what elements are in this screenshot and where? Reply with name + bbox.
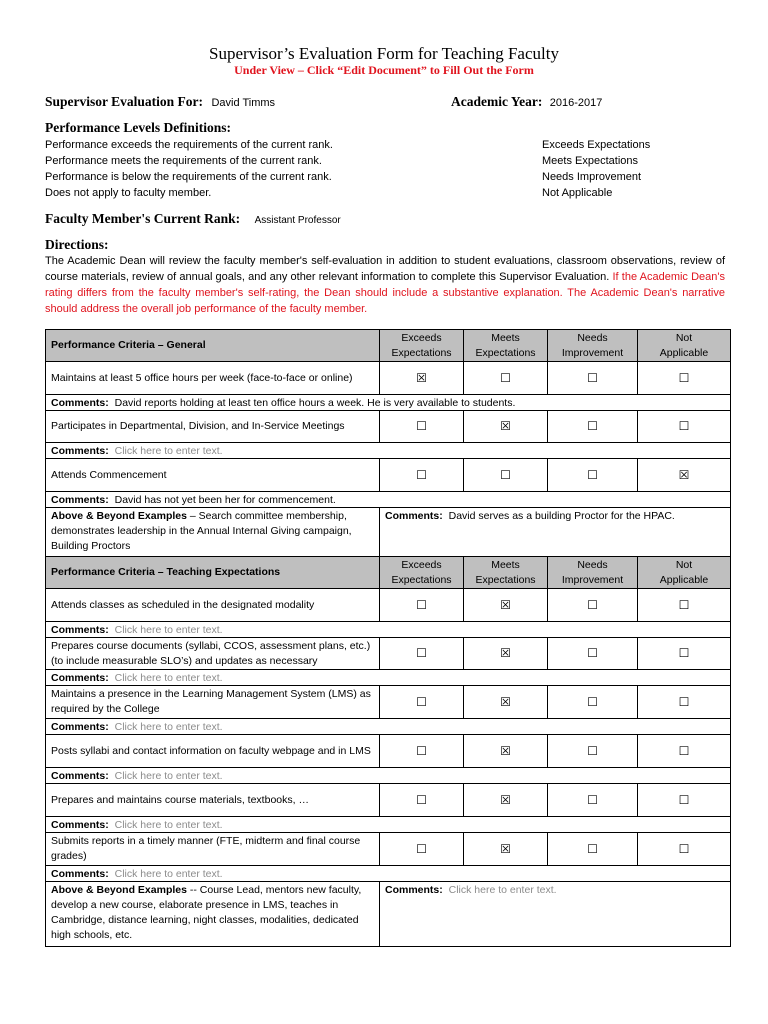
comment-row <box>46 443 731 459</box>
level-name: Exceeds Expectations <box>542 139 651 151</box>
checkbox-needs[interactable]: ☐ <box>548 589 638 622</box>
checkbox-na[interactable]: ☐ <box>638 833 731 866</box>
criterion: Attends classes as scheduled in the designated modality <box>46 589 380 622</box>
checkbox-meets[interactable]: ☒ <box>464 833 548 866</box>
checkbox-na[interactable]: ☐ <box>638 411 731 443</box>
comment-placeholder: Click here to enter text. <box>114 720 223 733</box>
checkbox-na[interactable]: ☐ <box>638 638 731 670</box>
form-subtitle: Under View – Click “Edit Document” to Fill Out the Form <box>234 63 534 77</box>
checkbox-na[interactable]: ☐ <box>638 589 731 622</box>
performance-levels-heading: Performance Levels Definitions: <box>45 120 231 135</box>
table-row <box>46 411 731 443</box>
comment-placeholder: Click here to enter text. <box>114 769 223 782</box>
checkbox-needs[interactable]: ☐ <box>548 638 638 670</box>
directions-warning: If the Academic Dean's rating differs from the faculty member's self-rating, the Dean should include a substantive explanation. The Academic Dean's narrative should address the overall job performance of the faculty member. <box>45 271 725 315</box>
col-exceeds: Exceeds Expectations <box>380 330 464 362</box>
comment-row <box>46 395 731 411</box>
comment-cell[interactable]: Comments: Click here to enter text. <box>46 670 731 686</box>
checkbox-na[interactable]: ☐ <box>638 784 731 817</box>
comment-placeholder: Click here to enter text. <box>114 623 223 636</box>
criterion: Participates in Departmental, Division, and In-Service Meetings <box>46 411 380 443</box>
form-title: Supervisor’s Evaluation Form for Teaching Faculty <box>209 44 559 63</box>
table-row <box>46 784 731 817</box>
above-beyond-examples: Above & Beyond Examples – Search committee membership, demonstrates leadership in the Annual Internal Giving campaign, Building Proctors <box>46 508 380 557</box>
comment-row <box>46 866 731 882</box>
checkbox-meets[interactable]: ☒ <box>464 784 548 817</box>
comment-placeholder: Click here to enter text. <box>114 444 223 457</box>
checkbox-needs[interactable]: ☐ <box>548 686 638 719</box>
comment-row <box>46 719 731 735</box>
comment-text: David reports holding at least ten office hours a week. He is very available to students. <box>114 396 516 409</box>
above-beyond-examples: Above & Beyond Examples -- Course Lead, mentors new faculty, develop a new course, elaborate presence in LMS, teaches in Cambridge, distance learning, night classes, modalities, dedicated high schools, etc. <box>46 882 380 947</box>
checkbox-needs[interactable]: ☐ <box>548 459 638 492</box>
comment-cell[interactable]: Comments: Click here to enter text. <box>46 866 731 882</box>
directions-heading: Directions: <box>45 237 109 252</box>
col-meets: Meets Expectations <box>464 557 548 589</box>
checkbox-needs[interactable]: ☐ <box>548 362 638 395</box>
checkbox-meets[interactable]: ☒ <box>464 411 548 443</box>
table-row <box>46 589 731 622</box>
above-beyond-comment[interactable]: Comments: Click here to enter text. <box>380 882 731 947</box>
col-needs: Needs Improvement <box>548 330 638 362</box>
checkbox-needs[interactable]: ☐ <box>548 833 638 866</box>
criterion: Maintains at least 5 office hours per week (face-to-face or online) <box>46 362 380 395</box>
evaluation-table <box>45 329 731 947</box>
comment-row <box>46 817 731 833</box>
comment-cell[interactable]: Comments: David reports holding at least ten office hours a week. He is very available to students. <box>46 395 731 411</box>
table-row <box>46 833 731 866</box>
comment-cell[interactable]: Comments: Click here to enter text. <box>46 768 731 784</box>
general-header-row <box>46 330 731 362</box>
criterion: Prepares and maintains course materials, textbooks, … <box>46 784 380 817</box>
directions-body <box>45 253 725 317</box>
comment-placeholder: Click here to enter text. <box>448 884 557 896</box>
checkbox-na[interactable]: ☒ <box>638 459 731 492</box>
checkbox-na[interactable]: ☐ <box>638 362 731 395</box>
checkbox-needs[interactable]: ☐ <box>548 784 638 817</box>
col-meets: Meets Expectations <box>464 330 548 362</box>
criterion: Submits reports in a timely manner (FTE, midterm and final course grades) <box>46 833 380 866</box>
checkbox-exceeds[interactable]: ☐ <box>380 735 464 768</box>
definition-text: Performance exceeds the requirements of the current rank. <box>45 139 333 151</box>
table-row <box>46 638 731 670</box>
checkbox-meets[interactable]: ☐ <box>464 362 548 395</box>
checkbox-needs[interactable]: ☐ <box>548 411 638 443</box>
checkbox-meets[interactable]: ☒ <box>464 686 548 719</box>
checkbox-meets[interactable]: ☒ <box>464 638 548 670</box>
table-row <box>46 735 731 768</box>
criterion: Posts syllabi and contact information on faculty webpage and in LMS <box>46 735 380 768</box>
checkbox-meets[interactable]: ☐ <box>464 459 548 492</box>
col-exceeds: Exceeds Expectations <box>380 557 464 589</box>
table-row <box>46 362 731 395</box>
comment-row <box>46 670 731 686</box>
academic-year-value[interactable]: 2016-2017 <box>549 97 603 109</box>
definitions-list <box>45 137 333 201</box>
col-needs: Needs Improvement <box>548 557 638 589</box>
directions-text: The Academic Dean will review the faculty member's self-evaluation in addition to student evaluations, classroom observations, review of course materials, review of annual goals, and any other relevant information to complete this Supervisor Evaluation. <box>45 255 725 283</box>
criterion: Maintains a presence in the Learning Management System (LMS) as required by the College <box>46 686 380 719</box>
checkbox-exceeds[interactable]: ☐ <box>380 589 464 622</box>
checkbox-exceeds[interactable]: ☐ <box>380 686 464 719</box>
checkbox-meets[interactable]: ☒ <box>464 589 548 622</box>
above-beyond-row <box>46 508 731 557</box>
evaluation-for-value[interactable]: David Timms <box>211 97 276 109</box>
checkbox-na[interactable]: ☐ <box>638 735 731 768</box>
checkbox-exceeds[interactable]: ☐ <box>380 411 464 443</box>
comment-cell[interactable]: Comments: Click here to enter text. <box>46 443 731 459</box>
checkbox-na[interactable]: ☐ <box>638 686 731 719</box>
checkbox-exceeds[interactable]: ☐ <box>380 638 464 670</box>
current-rank-value[interactable]: Assistant Professor <box>254 215 341 226</box>
checkbox-exceeds[interactable]: ☐ <box>380 459 464 492</box>
levels-list <box>542 137 650 201</box>
checkbox-meets[interactable]: ☒ <box>464 735 548 768</box>
col-na: Not Applicable <box>638 557 731 589</box>
academic-year-label: Academic Year: <box>451 94 543 109</box>
evaluation-for <box>45 93 275 111</box>
level-name: Meets Expectations <box>542 155 638 167</box>
teaching-header-row <box>46 557 731 589</box>
general-header: Performance Criteria – General <box>46 330 380 362</box>
criterion: Prepares course documents (syllabi, CCOS, assessment plans, etc.) (to include measurable SLO’s) and updates as necessary <box>46 638 380 670</box>
above-beyond-comment[interactable]: Comments: David serves as a building Proctor for the HPAC. <box>380 508 731 557</box>
current-rank-label: Faculty Member's Current Rank: <box>45 211 241 226</box>
comment-text: David serves as a building Proctor for the HPAC. <box>448 510 675 522</box>
checkbox-exceeds[interactable]: ☐ <box>380 833 464 866</box>
academic-year <box>451 93 602 111</box>
comment-placeholder: Click here to enter text. <box>114 671 223 684</box>
definition-text: Performance is below the requirements of the current rank. <box>45 171 332 183</box>
criterion: Attends Commencement <box>46 459 380 492</box>
comment-cell[interactable]: Comments: Click here to enter text. <box>46 817 731 833</box>
table-row <box>46 686 731 719</box>
above-beyond-row <box>46 882 731 947</box>
evaluation-for-label: Supervisor Evaluation For: <box>45 94 204 109</box>
current-rank <box>45 210 341 228</box>
checkbox-needs[interactable]: ☐ <box>548 735 638 768</box>
definition-text: Does not apply to faculty member. <box>45 187 212 199</box>
comment-row <box>46 768 731 784</box>
col-na: Not Applicable <box>638 330 731 362</box>
comment-cell[interactable]: Comments: Click here to enter text. <box>46 622 731 638</box>
level-name: Not Applicable <box>542 187 613 199</box>
checkbox-exceeds[interactable]: ☐ <box>380 784 464 817</box>
comment-placeholder: Click here to enter text. <box>114 867 223 880</box>
teaching-header: Performance Criteria – Teaching Expectations <box>46 557 380 589</box>
comment-row <box>46 622 731 638</box>
definition-text: Performance meets the requirements of the current rank. <box>45 155 322 167</box>
comment-cell[interactable]: Comments: Click here to enter text. <box>46 719 731 735</box>
checkbox-exceeds[interactable]: ☒ <box>380 362 464 395</box>
level-name: Needs Improvement <box>542 171 642 183</box>
table-row <box>46 459 731 492</box>
comment-row <box>46 492 731 508</box>
comment-placeholder: Click here to enter text. <box>114 818 223 831</box>
comment-text: David has not yet been her for commencement. <box>114 493 336 506</box>
comment-cell[interactable]: Comments: David has not yet been her for commencement. <box>46 492 731 508</box>
